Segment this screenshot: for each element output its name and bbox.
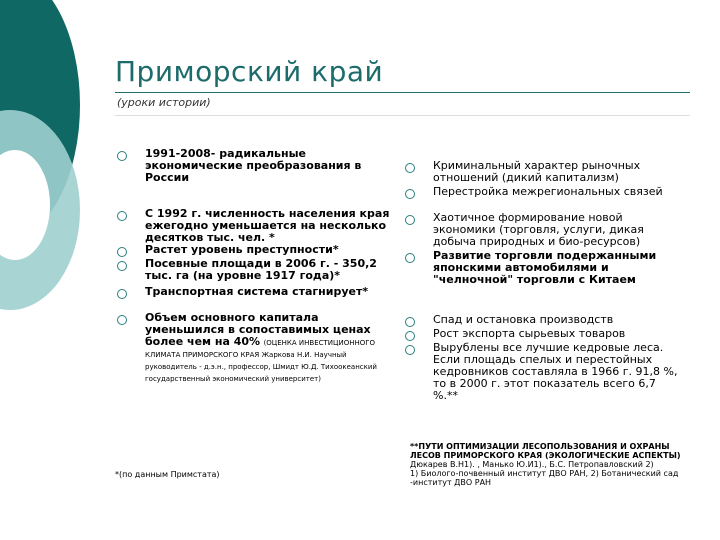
footnote-title: **ПУТИ ОПТИМИЗАЦИИ ЛЕСОПОЛЬЗОВАНИЯ И ОХРАНЫ ЛЕСОВ ПРИМОРСКОГО КРАЯ (ЭКОЛОГИЧЕСКИЕ АСПЕКТЫ) <box>410 442 681 460</box>
left-footnote: *(по данным Примстата) <box>115 470 220 479</box>
list-item <box>117 208 390 244</box>
bullet-icon <box>405 317 415 327</box>
bullet-icon <box>405 189 415 199</box>
list-item <box>117 312 390 384</box>
list-item <box>117 258 390 282</box>
list-item-text: Растет уровень преступности* <box>145 243 339 256</box>
subtitle-rule <box>115 115 690 116</box>
decorative-circles <box>0 0 100 320</box>
list-item <box>405 186 678 199</box>
bullet-icon <box>117 289 127 299</box>
list-item-text: Посевные площади в 2006 г. - 350,2 тыс. га (на уровне 1917 года)* <box>145 257 377 282</box>
bullet-icon <box>117 211 127 221</box>
footnote-authors: Дюкарев В.Н1). , Манько Ю.И1)., Б.С. Петропавловский 2) <box>410 460 654 469</box>
list-item <box>117 244 390 257</box>
bullet-icon <box>117 247 127 257</box>
bullet-icon <box>117 261 127 271</box>
list-item-text: 1991-2008- радикальные экономические преобразования в России <box>145 147 362 184</box>
footnote-affiliation: 1) Биолого-почвенный институт ДВО РАН, 2) Ботанический сад -институт ДВО РАН <box>410 469 679 487</box>
bullet-icon <box>405 331 415 341</box>
bullet-icon <box>405 345 415 355</box>
list-item <box>405 160 678 184</box>
list-item-text: Вырублены все лучшие кедровые леса. Если площадь спелых и перестойных кедровников составляла в 1966 г. 91,8 %, то в 2000 г. этот показатель всего 6,7 %.** <box>433 341 678 402</box>
list-item <box>405 212 678 248</box>
list-item <box>117 286 390 299</box>
bullet-icon <box>117 315 127 325</box>
title-rule <box>115 92 690 93</box>
source-citation: (ОЦЕНКА ИНВЕСТИЦИОННОГО КЛИМАТА ПРИМОРСКОГО КРАЯ Жаркова Н.И. Научный руководитель - д.э.н., профессор, Шмидт Ю.Д. Тихоокеанский государственный экономический университет) <box>145 339 377 383</box>
list-item-text: Спад и остановка производств <box>433 313 614 326</box>
list-item-text: Перестройка межрегиональных связей <box>433 185 663 198</box>
bullet-icon <box>117 151 127 161</box>
slide-subtitle: (уроки истории) <box>117 96 211 109</box>
list-item <box>405 250 678 286</box>
list-item-text: С 1992 г. численность населения края ежегодно уменьшается на несколько десятков тыс. чел. * <box>145 207 390 244</box>
list-item-text: Развитие торговли подержанными японскими автомобилями и "челночной" торговли с Китаем <box>433 249 657 286</box>
list-item-text: Криминальный характер рыночных отношений (дикий капитализм) <box>433 159 641 184</box>
list-item-text: Хаотичное формирование новой экономики (торговля, услуги, дикая добыча природных и био-ресурсов) <box>433 211 644 248</box>
list-item-text: Рост экспорта сырьевых товаров <box>433 327 626 340</box>
bullet-icon <box>405 253 415 263</box>
list-item <box>405 314 678 327</box>
list-item-text: Транспортная система стагнирует* <box>145 285 369 298</box>
list-item <box>405 342 678 402</box>
right-footnote <box>410 442 695 487</box>
list-item <box>117 148 390 184</box>
slide-title: Приморский край <box>115 55 384 88</box>
bullet-icon <box>405 215 415 225</box>
list-item-text: Объем основного капитала уменьшился в сопоставимых ценах более чем на 40% (ОЦЕНКА ИНВЕСТИЦИОННОГО КЛИМАТА ПРИМОРСКОГО КРАЯ Жаркова Н.И. Научный руководитель - д.э.н., профессор, Шмидт Ю.Д. Тихоокеанский государственный экономический университет) <box>145 311 377 383</box>
bullet-icon <box>405 163 415 173</box>
list-item <box>405 328 678 341</box>
